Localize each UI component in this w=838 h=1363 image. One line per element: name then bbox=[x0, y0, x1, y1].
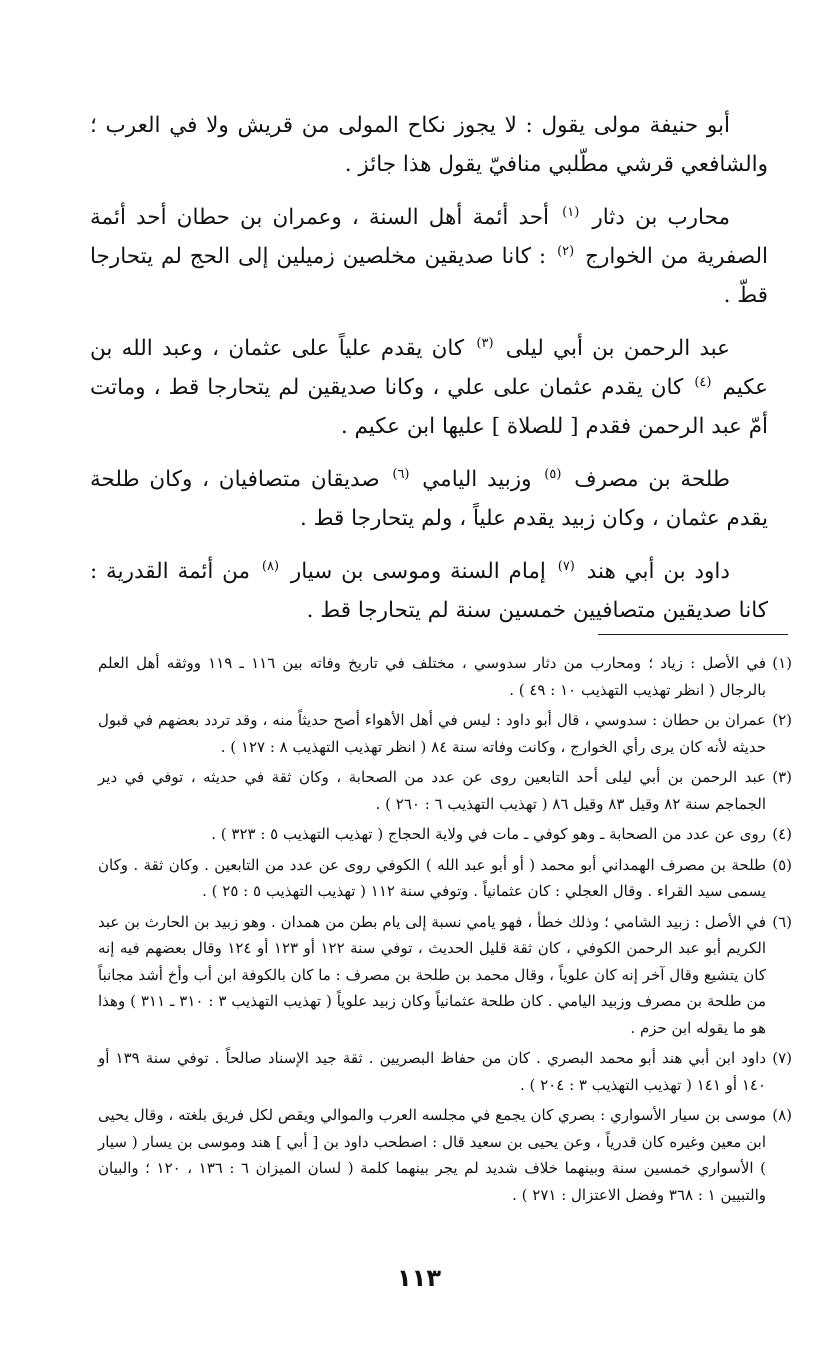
footnote bbox=[98, 821, 792, 848]
paragraph-text: أحد أئمة أهل السنة ، وعمران بن حطان أحد أئمة الصفرية من الخوارج bbox=[90, 205, 768, 269]
footnote bbox=[98, 707, 792, 760]
footnote bbox=[98, 764, 792, 817]
paragraph-text: : كانا صديقين مخلصين زميلين إلى الحج لم يتحارجا قطّ . bbox=[90, 244, 768, 308]
footnote-number: (٣) bbox=[772, 768, 792, 786]
footnote bbox=[98, 1045, 792, 1098]
paragraph-text: من أئمة القدرية : كانا صديقين متصافيين خمسين سنة لم يتحارجا قط . bbox=[90, 559, 768, 623]
paragraph-text: كان يقدم علياً على عثمان ، وعبد الله بن عكيم bbox=[90, 336, 768, 400]
footnote-marker: (٧) bbox=[557, 558, 575, 574]
paragraph bbox=[90, 552, 768, 630]
paragraph-text: كان يقدم عثمان على علي ، وكانا صديقين لم يتحارجا قط ، وماتت أمّ عبد الرحمن فقدم [ للصلاة ] عليها ابن عكيم . bbox=[90, 375, 768, 439]
paragraph-text: عبد الرحمن بن أبي ليلى bbox=[496, 336, 731, 361]
footnote-marker: (٨) bbox=[261, 558, 280, 574]
footnote-marker: (٦) bbox=[392, 466, 410, 482]
paragraph-text: داود بن أبي هند bbox=[577, 559, 730, 584]
footnote-number: (٨) bbox=[772, 1106, 792, 1124]
footnote-number: (٧) bbox=[772, 1049, 792, 1067]
paragraph-text: محارب بن دثار bbox=[582, 205, 730, 230]
paragraph-text: أبو حنيفة مولى يقول : لا يجوز نكاح المولى من قريش ولا في العرب ؛ والشافعي قرشي مطّلبي منافيّ يقول هذا جائز . bbox=[90, 113, 768, 177]
paragraph-text: وزبيد اليامي bbox=[412, 467, 542, 492]
footnote-text: طلحة بن مصرف الهمداني أبو محمد ( أو أبو عبد الله ) الكوفي روى عن عدد من التابعين . وكان ثقة . وكان يسمى سيد القراء . وقال العجلي : كان عثمانياً . وتوفي سنة ١١٢ ( تهذيب التهذيب ٥ : ٢٥ ) . bbox=[98, 855, 766, 900]
footnote bbox=[98, 909, 792, 1042]
footnote-text: عبد الرحمن بن أبي ليلى أحد التابعين روى عن عدد من الصحابة ، وكان ثقة في حديثه ، توفي في دير الجماجم سنة ٨٢ وقيل ٨٣ وقيل ٨٦ ( تهذيب التهذيب ٦ : ٢٦٠ ) . bbox=[98, 768, 766, 813]
footnote-number: (١) bbox=[772, 654, 792, 672]
main-text bbox=[90, 106, 768, 644]
footnote-marker: (٣) bbox=[476, 335, 494, 351]
paragraph-text: صديقان متصافيان ، وكان طلحة يقدم عثمان ، وكان زبيد يقدم علياً ، ولم يتحارجا قط . bbox=[90, 467, 768, 531]
paragraph bbox=[90, 198, 768, 315]
paragraph-text: إمام السنة وموسى بن سيار bbox=[282, 559, 555, 584]
paragraph bbox=[90, 460, 768, 538]
footnote-number: (٤) bbox=[772, 825, 792, 843]
footnote bbox=[98, 1102, 792, 1208]
paragraph bbox=[90, 106, 768, 184]
footnote-marker: (٢) bbox=[557, 243, 575, 259]
footnote bbox=[98, 650, 792, 703]
footnote-text: عمران بن حطان : سدوسي ، قال أبو داود : ليس في أهل الأهواء أصح حديثاً منه ، وقد تردد بعضهم في قبول حديثه لأنه كان يرى رأي الخوارج ، وكانت وفاته سنة ٨٤ ( انظر تهذيب التهذيب ٨ : ١٢٧ ) . bbox=[98, 711, 766, 756]
footnotes bbox=[98, 650, 792, 1212]
footnote-text: موسى بن سيار الأسواري : بصري كان يجمع في مجلسه العرب والموالي ويقص لكل فريق بلغته ، وقال يحيى ابن معين وغيره كان قدرياً ، وعن يحيى بن سعيد قال : اصطحب داود بن [ أبي ] هند وموسى بن يسار ( سيار ) الأسواري خمسين سنة وبينهما خلاف شديد لم يجر بينهما كلمة ( لسان الميزان ٦ : ١٣٦ ، ١٢٠ ؛ والبيان والتبيين ١ : ٣٦٨ وفضل الاعتزال : ٢٧١ ) . bbox=[98, 1106, 766, 1204]
paragraph-text: طلحة بن مصرف bbox=[564, 467, 730, 492]
footnote-number: (٥) bbox=[772, 855, 792, 874]
footnote-text: روى عن عدد من الصحابة ـ وهو كوفي ـ مات في ولاية الحجاج ( تهذيب التهذيب ٥ : ٣٢٣ ) . bbox=[211, 825, 766, 843]
footnote-number: (٦) bbox=[772, 912, 792, 931]
footnote-marker: (١) bbox=[562, 204, 580, 220]
footnote-separator bbox=[598, 634, 788, 635]
footnote-marker: (٤) bbox=[694, 374, 712, 390]
footnote-text: في الأصل : زياد ؛ ومحارب من دثار سدوسي ، مختلف في تاريخ وفاته بين ١١٦ ـ ١١٩ ووثقه أهل العلم بالرجال ( انظر تهذيب التهذيب ١٠ : ٤٩ ) . bbox=[98, 654, 766, 699]
page-number: ١١٣ bbox=[397, 1264, 441, 1292]
paragraph bbox=[90, 329, 768, 446]
footnote-marker: (٥) bbox=[544, 466, 562, 482]
footnote-number: (٢) bbox=[772, 711, 792, 729]
footnote bbox=[98, 852, 792, 905]
footnote-text: داود ابن أبي هند أبو محمد البصري . كان من حفاظ البصريين . ثقة جيد الإسناد صالحاً . توفي سنة ١٣٩ أو ١٤٠ أو ١٤١ ( تهذيب التهذيب ٣ : ٢٠٤ ) . bbox=[98, 1049, 766, 1094]
footnote-text: في الأصل : زبيد الشامي ؛ وذلك خطأ ، فهو يامي نسبة إلى يام بطن من همدان . وهو زبيد بن الحارث بن عبد الكريم أبو عبد الرحمن الكوفي ، كان ثقة قليل الحديث ، توفي سنة ١٢٢ أو ١٢٣ أو ١٢٤ وقال بعضهم فيه إنه كان يتشيع وقال آخر إنه كان علوياً ، وقال محمد بن طلحة بن مصرف : ما كان بالكوفة ابن أب وأخ أشد مجانباً من طلحة بن مصرف وزبيد اليامي . كان طلحة عثمانياً وكان زبيد علوياً ( تهذيب التهذيب ٣ : ٣١٠ ـ ٣١١ ) وهذا هو ما يقوله ابن حزم . bbox=[98, 912, 767, 1037]
